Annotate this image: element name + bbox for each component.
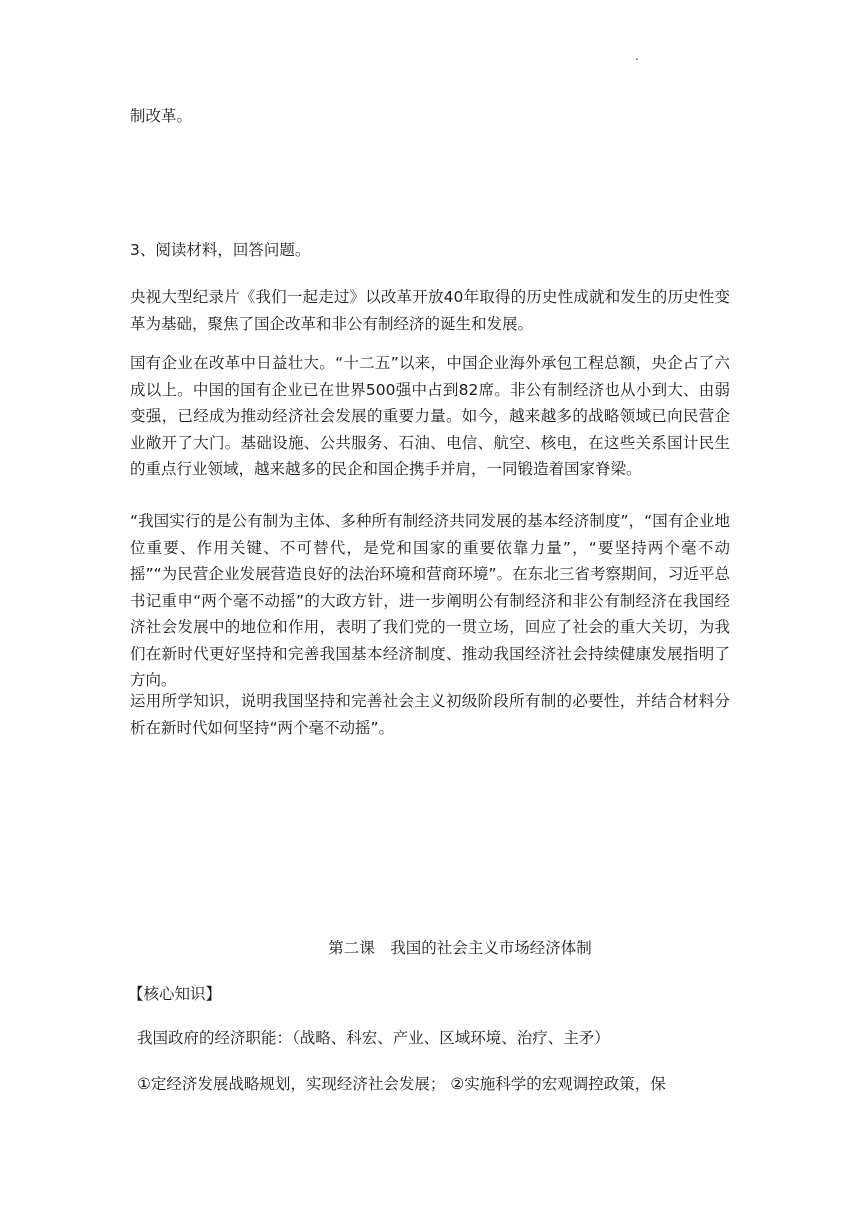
question-heading: 3、阅读材料，回答问题。 <box>130 241 311 259</box>
material-paragraph-2: 国有企业在改革中日益壮大。“十二五”以来，中国企业海外承包工程总额，央企占了六成以上。中国的国有企业已在世界500强中占到82席。非公有制经济也从小到大、由弱变强，已经成为推动经济社会发展的重要力量。如今，越来越多的战略领域已向民营企业敞开了大门。基础设施、公共服务、石油、电信、航空、核电，在这些关系国计民生的重点行业领域，越来越多的民企和国企携手并肩，一同锻造着国家脊梁。 <box>130 354 730 478</box>
continued-text: 制改革。 <box>130 107 193 125</box>
functions-item-line: ①定经济发展战略规划，实现经济社会发展； ②实施科学的宏观调控政策，保 <box>137 1075 666 1093</box>
page-marker-dot <box>636 58 638 60</box>
question-prompt: 运用所学知识，说明我国坚持和完善社会主义初级阶段所有制的必要性，并结合材料分析在新时代如何坚持“两个毫不动摇”。 <box>130 692 730 737</box>
economic-functions-line: 我国政府的经济职能：（战略、科宏、产业、区域环境、治疗、主矛） <box>137 1029 610 1047</box>
material-paragraph-3: “我国实行的是公有制为主体、多种所有制经济共同发展的基本经济制度”，“国有企业地位重要、作用关键、不可替代，是党和国家的重要依靠力量”，“要坚持两个毫不动摇”“为民营企业发展营造良好的法治环境和营商环境”。在东北三省考察期间，习近平总书记重申“两个毫不动摇”的大政方针，进一步阐明公有制经济和非公有制经济在我国经济社会发展中的地位和作用，表明了我们党的一贯立场，回应了社会的重大关切，为我们在新时代更好坚持和完善我国基本经济制度、推动我国经济社会持续健康发展指明了方向。 <box>130 512 730 689</box>
lesson-title: 第二课 我国的社会主义市场经济体制 <box>328 939 592 957</box>
core-knowledge-heading: 【核心知识】 <box>128 985 222 1003</box>
material-paragraph-1: 央视大型纪录片《我们一起走过》以改革开放40年取得的历史性成就和发生的历史性变革为基础，聚焦了国企改革和非公有制经济的诞生和发展。 <box>130 288 730 333</box>
